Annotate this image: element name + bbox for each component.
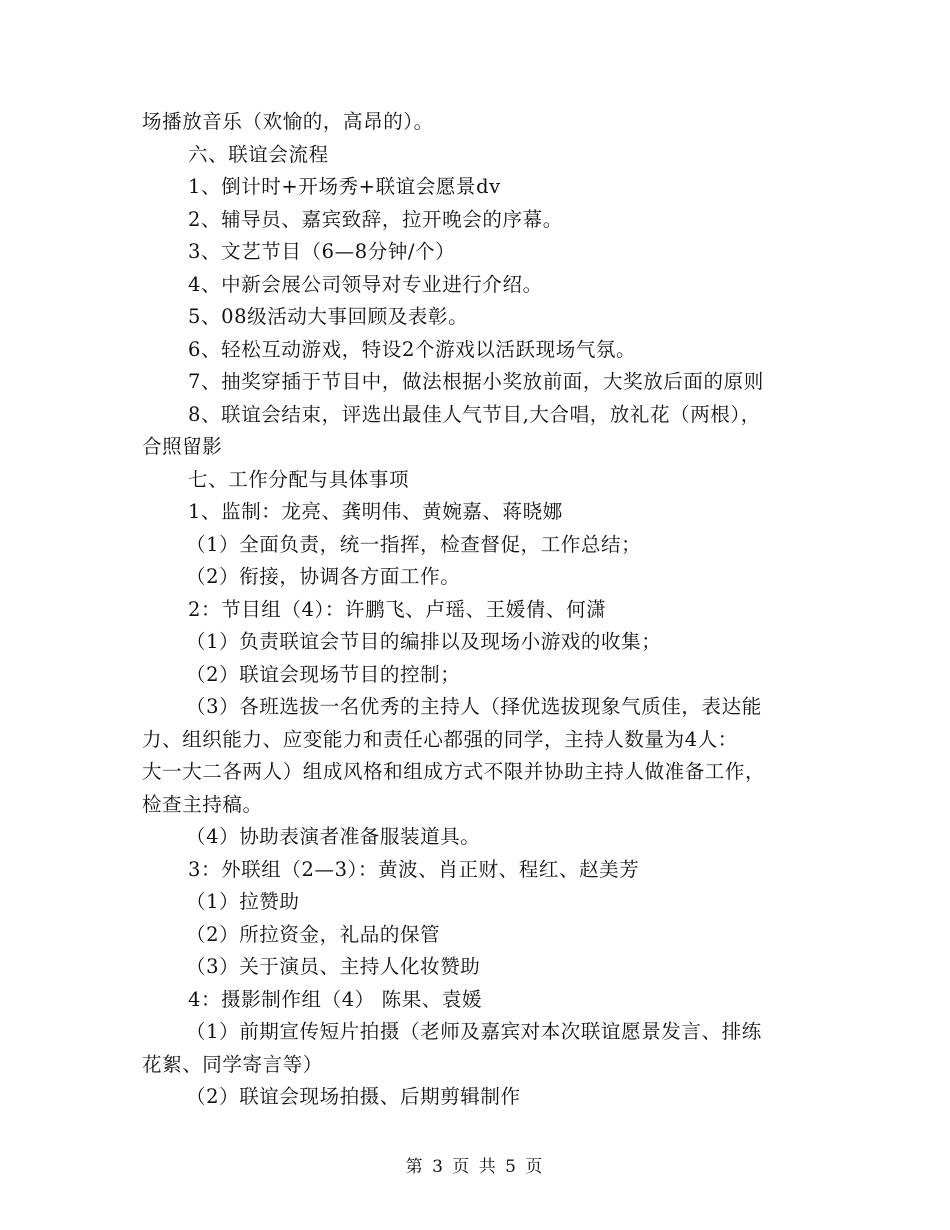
section-heading: 六、联谊会流程 xyxy=(188,142,329,166)
text-line: （1）负责联谊会节目的编排以及现场小游戏的收集； xyxy=(186,630,662,653)
text-line: 1、监制：龙亮、龚明伟、黄婉嘉、蒋晓娜 xyxy=(188,500,563,523)
text-line: 7、抽奖穿插于节目中，做法根据小奖放前面，大奖放后面的原则 xyxy=(188,370,764,393)
text-line: （1）前期宣传短片拍摄（老师及嘉宾对本次联谊愿景发言、排练 xyxy=(186,1020,762,1043)
document-body xyxy=(142,106,812,1114)
text-line: （2）联谊会现场节目的控制； xyxy=(186,662,461,686)
text-line: （1）拉赞助 xyxy=(186,890,300,913)
text-line: 4、中新会展公司领导对专业进行介绍。 xyxy=(188,272,543,296)
page-number-footer: 第 3 页 共 5 页 xyxy=(405,1157,545,1177)
text-line: 合照留影 xyxy=(142,435,223,458)
text-line: 3：外联组（2—3）：黄波、肖正财、程红、赵美芳 xyxy=(188,857,640,881)
text-line: 2、辅导员、嘉宾致辞，拉开晚会的序幕。 xyxy=(188,207,563,231)
text-line: 场播放音乐（欢愉的，高昂的）。 xyxy=(142,110,434,133)
text-line: 4：摄影制作组（4） 陈果、袁媛 xyxy=(188,987,483,1011)
text-line: 1、倒计时+开场秀+联谊会愿景dv xyxy=(188,175,501,198)
section-heading: 七、工作分配与具体事项 xyxy=(188,467,410,491)
text-line: （3）各班选拔一名优秀的主持人（择优选拔现象气质佳，表达能 xyxy=(186,695,762,718)
text-line: 5、08级活动大事回顾及表彰。 xyxy=(188,305,469,328)
text-line: （2）衔接，协调各方面工作。 xyxy=(186,565,461,588)
text-line: 8、联谊会结束，评选出最佳人气节目,大合唱，放礼花（两根）， xyxy=(188,402,761,426)
text-line: 大一大二各两人）组成风格和组成方式不限并协助主持人做准备工作， xyxy=(142,760,766,783)
text-line: （3）关于演员、主持人化妆赞助 xyxy=(186,955,481,978)
text-line: 6、轻松互动游戏，特设2个游戏以活跃现场气氛。 xyxy=(188,337,637,361)
text-line: 花絮、同学寄言等） xyxy=(142,1052,323,1076)
text-line: （2）联谊会现场拍摄、后期剪辑制作 xyxy=(186,1085,521,1108)
text-line: 检查主持稿。 xyxy=(142,792,263,816)
text-line: （1）全面负责，统一指挥，检查督促，工作总结； xyxy=(186,532,642,556)
text-line: （4）协助表演者准备服装道具。 xyxy=(186,825,481,848)
text-line: 力、组织能力、应变能力和责任心都强的同学，主持人数量为4人： xyxy=(142,727,738,751)
text-line: 2：节目组（4）：许鹏飞、卢瑶、王媛倩、何潇 xyxy=(188,597,607,621)
text-line: （2）所拉资金，礼品的保管 xyxy=(186,922,441,946)
text-line: 3、文艺节目（6—8分钟/个） xyxy=(188,240,456,263)
